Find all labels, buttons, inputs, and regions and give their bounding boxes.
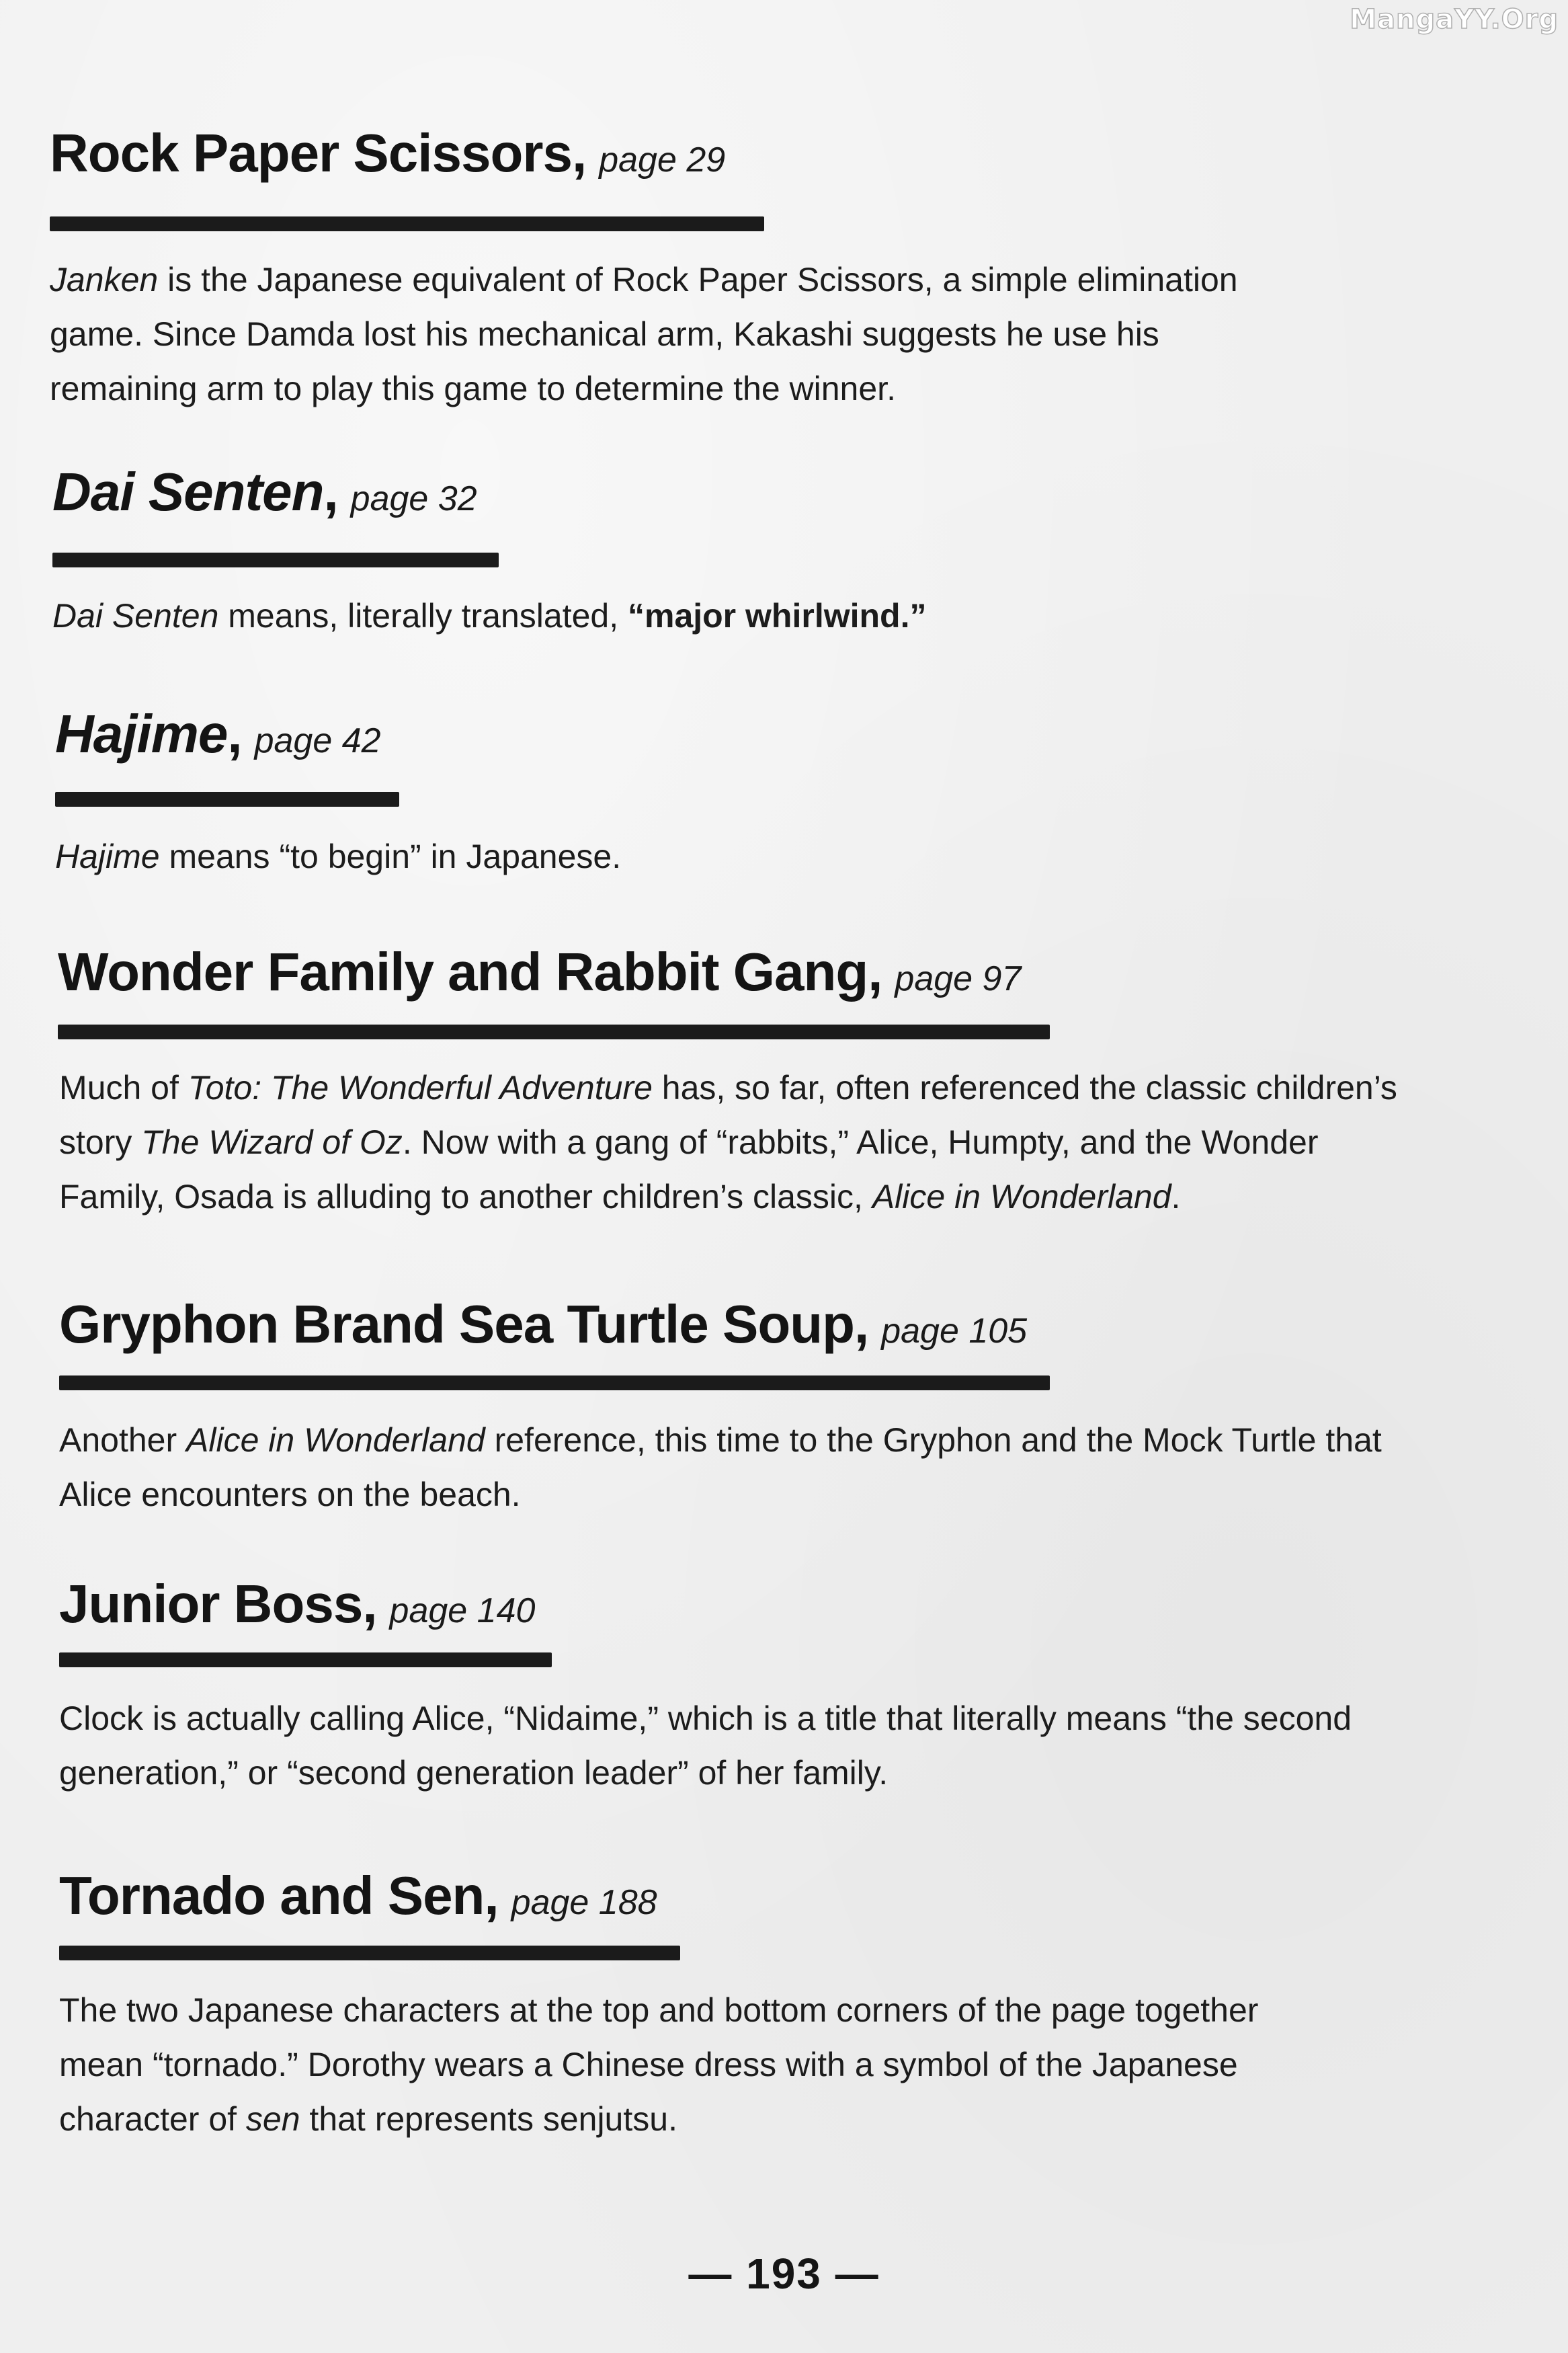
- definition-text: Much of: [59, 1069, 188, 1107]
- page-reference: page 29: [599, 141, 726, 180]
- glossary-heading-wonder-family: Wonder Family and Rabbit Gang, page 97: [58, 942, 1022, 1002]
- definition-text: Clock is actually calling Alice, “Nidaime,” which is a title that literally means “the second: [59, 1700, 1352, 1737]
- heading-underline: [50, 216, 764, 231]
- definition-text: Family, Osada is alluding to another children’s classic,: [59, 1178, 872, 1215]
- glossary-term: Tornado and Sen: [59, 1866, 485, 1925]
- glossary-heading-gryphon-soup: Gryphon Brand Sea Turtle Soup, page 105: [59, 1294, 1028, 1354]
- glossary-heading-junior-boss: Junior Boss, page 140: [59, 1574, 536, 1634]
- glossary-definition: [59, 1691, 1544, 1800]
- definition-text: mean “tornado.” Dorothy wears a Chinese dress with a symbol of the Japanese: [59, 2046, 1238, 2083]
- definition-text: story: [59, 1123, 142, 1161]
- italic-title: Alice in Wonderland: [872, 1178, 1171, 1215]
- glossary-term: Hajime: [55, 704, 228, 764]
- heading-underline: [59, 1652, 552, 1667]
- definition-text: Alice encounters on the beach.: [59, 1476, 521, 1513]
- page-reference: page 105: [881, 1312, 1028, 1351]
- italic-term: Hajime: [55, 838, 160, 875]
- page-reference: page 97: [895, 959, 1022, 998]
- page-reference: page 42: [254, 721, 381, 760]
- italic-title: The Wizard of Oz: [141, 1123, 403, 1161]
- glossary-term: Dai Senten: [52, 462, 324, 522]
- glossary-definition: [59, 1413, 1544, 1522]
- definition-text: that represents senjutsu.: [300, 2100, 677, 2138]
- page-reference: page 140: [389, 1591, 536, 1630]
- definition-text: The two Japanese characters at the top and bottom corners of the page together: [59, 1991, 1259, 2029]
- definition-text: .: [1171, 1178, 1181, 1215]
- definition-text: game. Since Damda lost his mechanical arm, Kakashi suggests he use his: [50, 315, 1159, 353]
- definition-text: is the Japanese equivalent of Rock Paper Scissors, a simple elimination: [158, 261, 1238, 298]
- italic-title: Alice in Wonderland: [186, 1421, 485, 1459]
- italic-term: Janken: [50, 261, 159, 298]
- italic-title: Toto: The Wonderful Adventure: [188, 1069, 653, 1107]
- heading-underline: [59, 1375, 1050, 1390]
- italic-term: sen: [245, 2100, 300, 2138]
- glossary-heading-hajime: Hajime, page 42: [55, 704, 381, 764]
- glossary-definition: [52, 589, 1538, 643]
- definition-text: reference, this time to the Gryphon and the Mock Turtle that: [485, 1421, 1382, 1459]
- glossary-term: Rock Paper Scissors: [50, 123, 572, 183]
- definition-text: generation,” or “second generation leader” of her family.: [59, 1754, 889, 1792]
- definition-text: means “to begin” in Japanese.: [159, 838, 622, 875]
- heading-underline: [52, 553, 499, 567]
- definition-text: means, literally translated,: [218, 597, 628, 635]
- page-number: — 193 —: [688, 2249, 880, 2298]
- glossary-heading-tornado-and-sen: Tornado and Sen, page 188: [59, 1866, 657, 1925]
- glossary-term: Gryphon Brand Sea Turtle Soup: [59, 1294, 854, 1354]
- definition-text: . Now with a gang of “rabbits,” Alice, Humpty, and the Wonder: [402, 1123, 1319, 1161]
- page-reference: page 32: [350, 479, 477, 518]
- heading-underline: [59, 1946, 680, 1960]
- italic-term: Dai Senten: [52, 597, 219, 635]
- definition-text: Another: [59, 1421, 187, 1459]
- glossary-definition: [59, 1061, 1544, 1224]
- watermark-text: MangaYY.Org: [1350, 4, 1559, 35]
- definition-text: character of: [59, 2100, 246, 2138]
- definition-emphasis: “major whirlwind.”: [627, 597, 927, 635]
- glossary-heading-rock-paper-scissors: Rock Paper Scissors, page 29: [50, 123, 726, 183]
- heading-underline: [55, 792, 399, 807]
- definition-text: remaining arm to play this game to determine the winner.: [50, 370, 896, 407]
- definition-text: has, so far, often referenced the classic children’s: [652, 1069, 1397, 1107]
- glossary-heading-dai-senten: Dai Senten, page 32: [52, 462, 477, 522]
- glossary-definition: [59, 1983, 1544, 2147]
- glossary-definition: [50, 253, 1535, 416]
- glossary-definition: [55, 830, 1540, 884]
- glossary-term: Wonder Family and Rabbit Gang: [58, 942, 868, 1002]
- page-reference: page 188: [511, 1883, 657, 1922]
- glossary-term: Junior Boss: [59, 1574, 363, 1634]
- heading-underline: [58, 1025, 1050, 1039]
